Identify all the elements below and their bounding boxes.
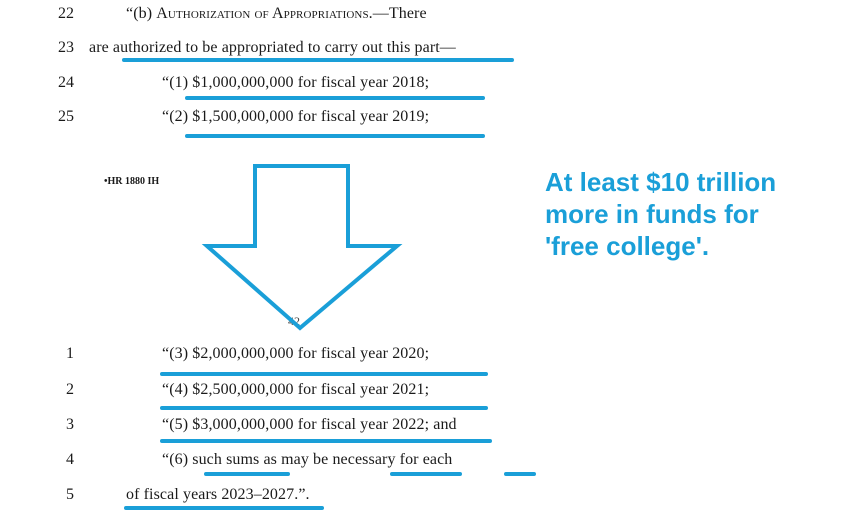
line-number: 5	[66, 486, 74, 503]
document-line: “(2) $1,500,000,000 for fiscal year 2019;	[162, 108, 430, 125]
highlight-underline	[504, 472, 536, 476]
document-line: “(1) $1,000,000,000 for fiscal year 2018;	[162, 74, 430, 91]
section-heading: “(b) Authorization of Appropriations.—There	[126, 5, 427, 22]
highlight-underline	[204, 472, 290, 476]
bill-identifier: •HR 1880 IH	[104, 176, 160, 187]
line-number: 24	[58, 74, 74, 91]
document-line: are authorized to be appropriated to carry out this part—	[89, 39, 456, 56]
page-number: 42	[288, 314, 300, 328]
line-number: 3	[66, 416, 74, 433]
highlight-underline	[390, 472, 462, 476]
line-number: 25	[58, 108, 74, 125]
highlight-underline	[160, 372, 488, 376]
document-line: of fiscal years 2023–2027.”.	[126, 486, 310, 503]
highlight-underline	[160, 439, 492, 443]
document-line: “(6) such sums as may be necessary for each	[162, 451, 453, 468]
line-number: 4	[66, 451, 74, 468]
line-number: 23	[58, 39, 74, 56]
line-number: 22	[58, 5, 74, 22]
callout-text: At least $10 trillion more in funds for 'free college'.	[545, 167, 777, 261]
document-line: “(4) $2,500,000,000 for fiscal year 2021;	[162, 381, 430, 398]
highlight-underline	[124, 506, 324, 510]
highlight-underline	[160, 406, 488, 410]
document-line: “(3) $2,000,000,000 for fiscal year 2020;	[162, 345, 430, 362]
document-line: “(5) $3,000,000,000 for fiscal year 2022; and	[162, 416, 457, 433]
line-number: 2	[66, 381, 74, 398]
line-number: 1	[66, 345, 74, 362]
